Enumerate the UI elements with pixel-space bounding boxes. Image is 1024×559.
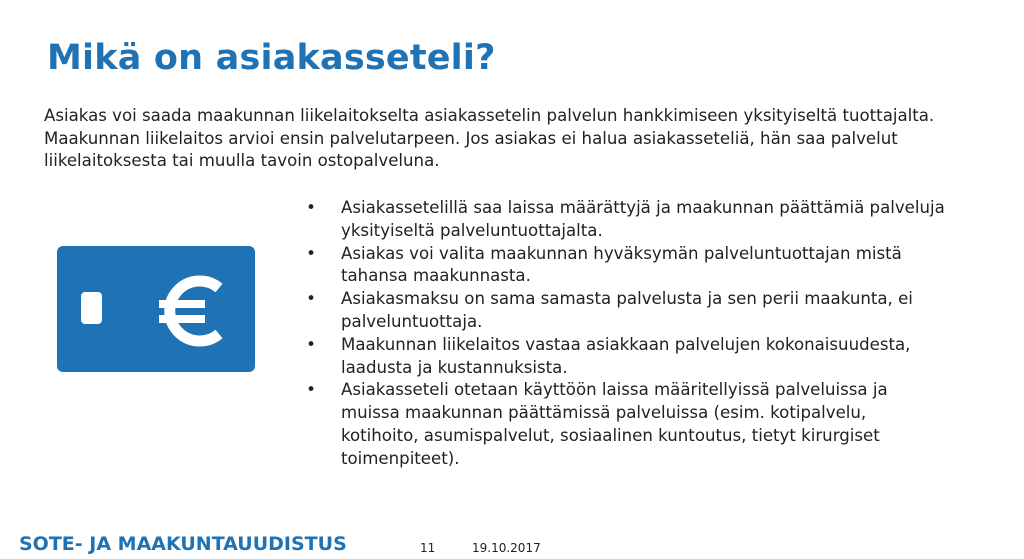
bullet-marker: • — [306, 243, 316, 263]
card-chip-icon — [81, 292, 102, 324]
list-item — [305, 197, 945, 243]
bullet-text: Asiakassetelillä saa laissa määrättyjä ja maakunnan päättämiä palveluja yksityiseltä palveluntuottajalta. — [341, 198, 945, 240]
bullet-marker: • — [306, 380, 316, 400]
bullet-marker: • — [306, 334, 316, 354]
bullet-list — [305, 197, 945, 471]
footer-date: 19.10.2017 — [472, 541, 541, 555]
bullet-text: Asiakas voi valita maakunnan hyväksymän palveluntuottajan mistä tahansa maakunnasta. — [341, 243, 902, 286]
list-item — [305, 243, 945, 289]
euro-icon — [157, 266, 237, 356]
footer-brand: SOTE- JA MAAKUNTAUUDISTUS — [19, 533, 347, 555]
euro-card-icon — [57, 246, 255, 372]
list-item — [305, 379, 945, 470]
bullet-marker: • — [306, 198, 316, 217]
list-item — [305, 334, 945, 380]
bullet-text: Asiakasseteli otetaan käyttöön laissa määritellyissä palveluissa ja muissa maakunnan päättämissä palveluissa (esim. kotipalvelu, kotihoito, asumispalvelut, sosiaalinen kuntoutus, tietyt kirurgiset toimenpiteet). — [341, 380, 888, 468]
intro-paragraph: Asiakas voi saada maakunnan liikelaitokselta asiakassetelin palvelun hankkimiseen yksityiseltä tuottajalta. Maakunnan liikelaitos arvioi ensin palvelutarpeen. Jos asiakas ei halua asiakasseteliä, hän saa palvelut liikelaitoksesta tai muulla tavoin ostopalveluna. — [44, 106, 935, 170]
page-number: 11 — [420, 541, 436, 555]
bullet-text: Asiakasmaksu on sama samasta palvelusta ja sen perii maakunta, ei palveluntuottaja. — [341, 289, 913, 331]
slide-title: Mikä on asiakasseteli? — [47, 38, 496, 78]
list-item — [305, 288, 945, 334]
bullet-marker: • — [306, 289, 316, 309]
bullet-text: Maakunnan liikelaitos vastaa asiakkaan palvelujen kokonaisuudesta, laadusta ja kustannuksista. — [341, 334, 911, 377]
